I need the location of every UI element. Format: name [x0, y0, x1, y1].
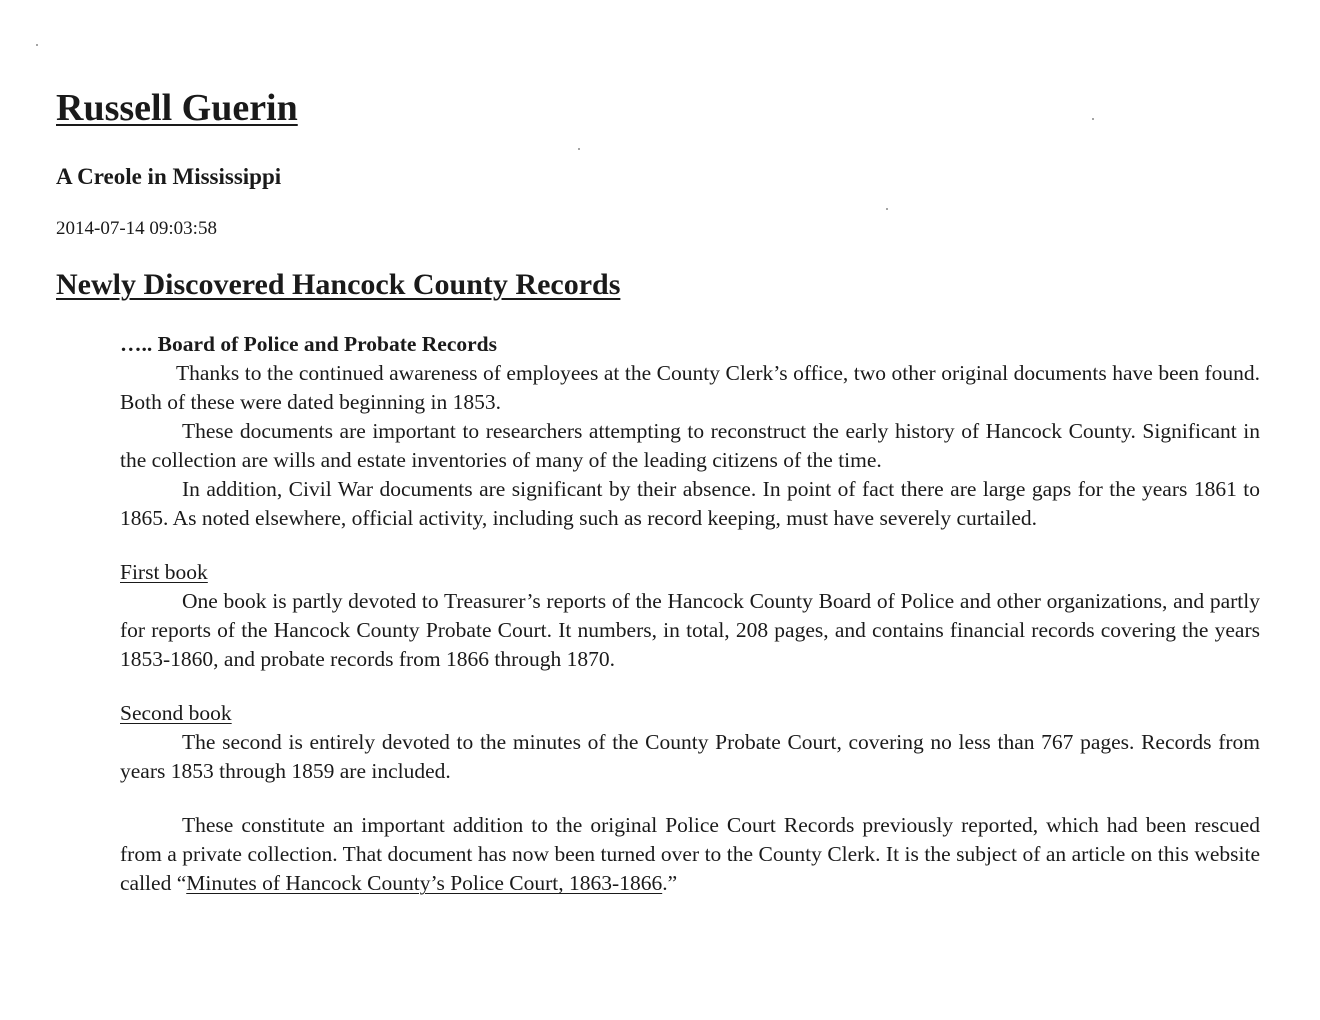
author-name: Russell Guerin — [56, 87, 298, 129]
second-book-heading — [120, 699, 1260, 728]
spacer — [120, 533, 1260, 558]
closing-text-end: .” — [662, 871, 678, 895]
closing-text: These constitute an important addition to the original Police Court Records previously reported, which had been rescued from a private collection. That document has now been turned over to the County Clerk. It is the subject of an article on this website called “ — [120, 813, 1260, 895]
spacer — [120, 674, 1260, 699]
scan-speck — [36, 44, 38, 46]
section-heading: ….. Board of Police and Probate Records — [120, 332, 498, 356]
intro-paragraph: In addition, Civil War documents are significant by their absence. In point of fact there are large gaps for the years 1861 to 1865. As noted elsewhere, official activity, including such as record keeping, must have severely curtailed. — [120, 477, 1260, 530]
first-book-heading-text: First book — [120, 560, 208, 584]
blog-name: A Creole in Mississippi — [56, 164, 282, 189]
police-court-article-link[interactable]: Minutes of Hancock County’s Police Court, 1863-1866 — [186, 871, 663, 895]
article-body — [120, 330, 1260, 898]
second-book-heading-text: Second book — [120, 701, 232, 725]
scan-speck — [886, 208, 888, 210]
post-date: 2014-07-14 09:03:58 — [56, 218, 217, 239]
closing-paragraph — [120, 811, 1260, 898]
spacer — [120, 786, 1260, 811]
scan-speck — [578, 148, 580, 150]
first-book-paragraph: One book is partly devoted to Treasurer’s reports of the Hancock County Board of Police and other organizations, and partly for reports of the Hancock County Probate Court. It numbers, in total, 208 pages, and contains financial records covering the years 1853-1860, and probate records from 1866 through 1870. — [120, 589, 1260, 671]
second-book-paragraph: The second is entirely devoted to the minutes of the County Probate Court, covering no less than 767 pages. Records from years 1853 through 1859 are included. — [120, 730, 1260, 783]
first-book-heading — [120, 558, 1260, 587]
intro-paragraph: These documents are important to researchers attempting to reconstruct the early history of Hancock County. Significant in the collection are wills and estate inventories of many of the leading citizens of the time. — [120, 419, 1260, 472]
scan-speck — [1092, 118, 1094, 120]
intro-paragraph: Thanks to the continued awareness of employees at the County Clerk’s office, two other original documents have been found. Both of these were dated beginning in 1853. — [120, 361, 1260, 414]
article-title: Newly Discovered Hancock County Records — [56, 268, 621, 301]
